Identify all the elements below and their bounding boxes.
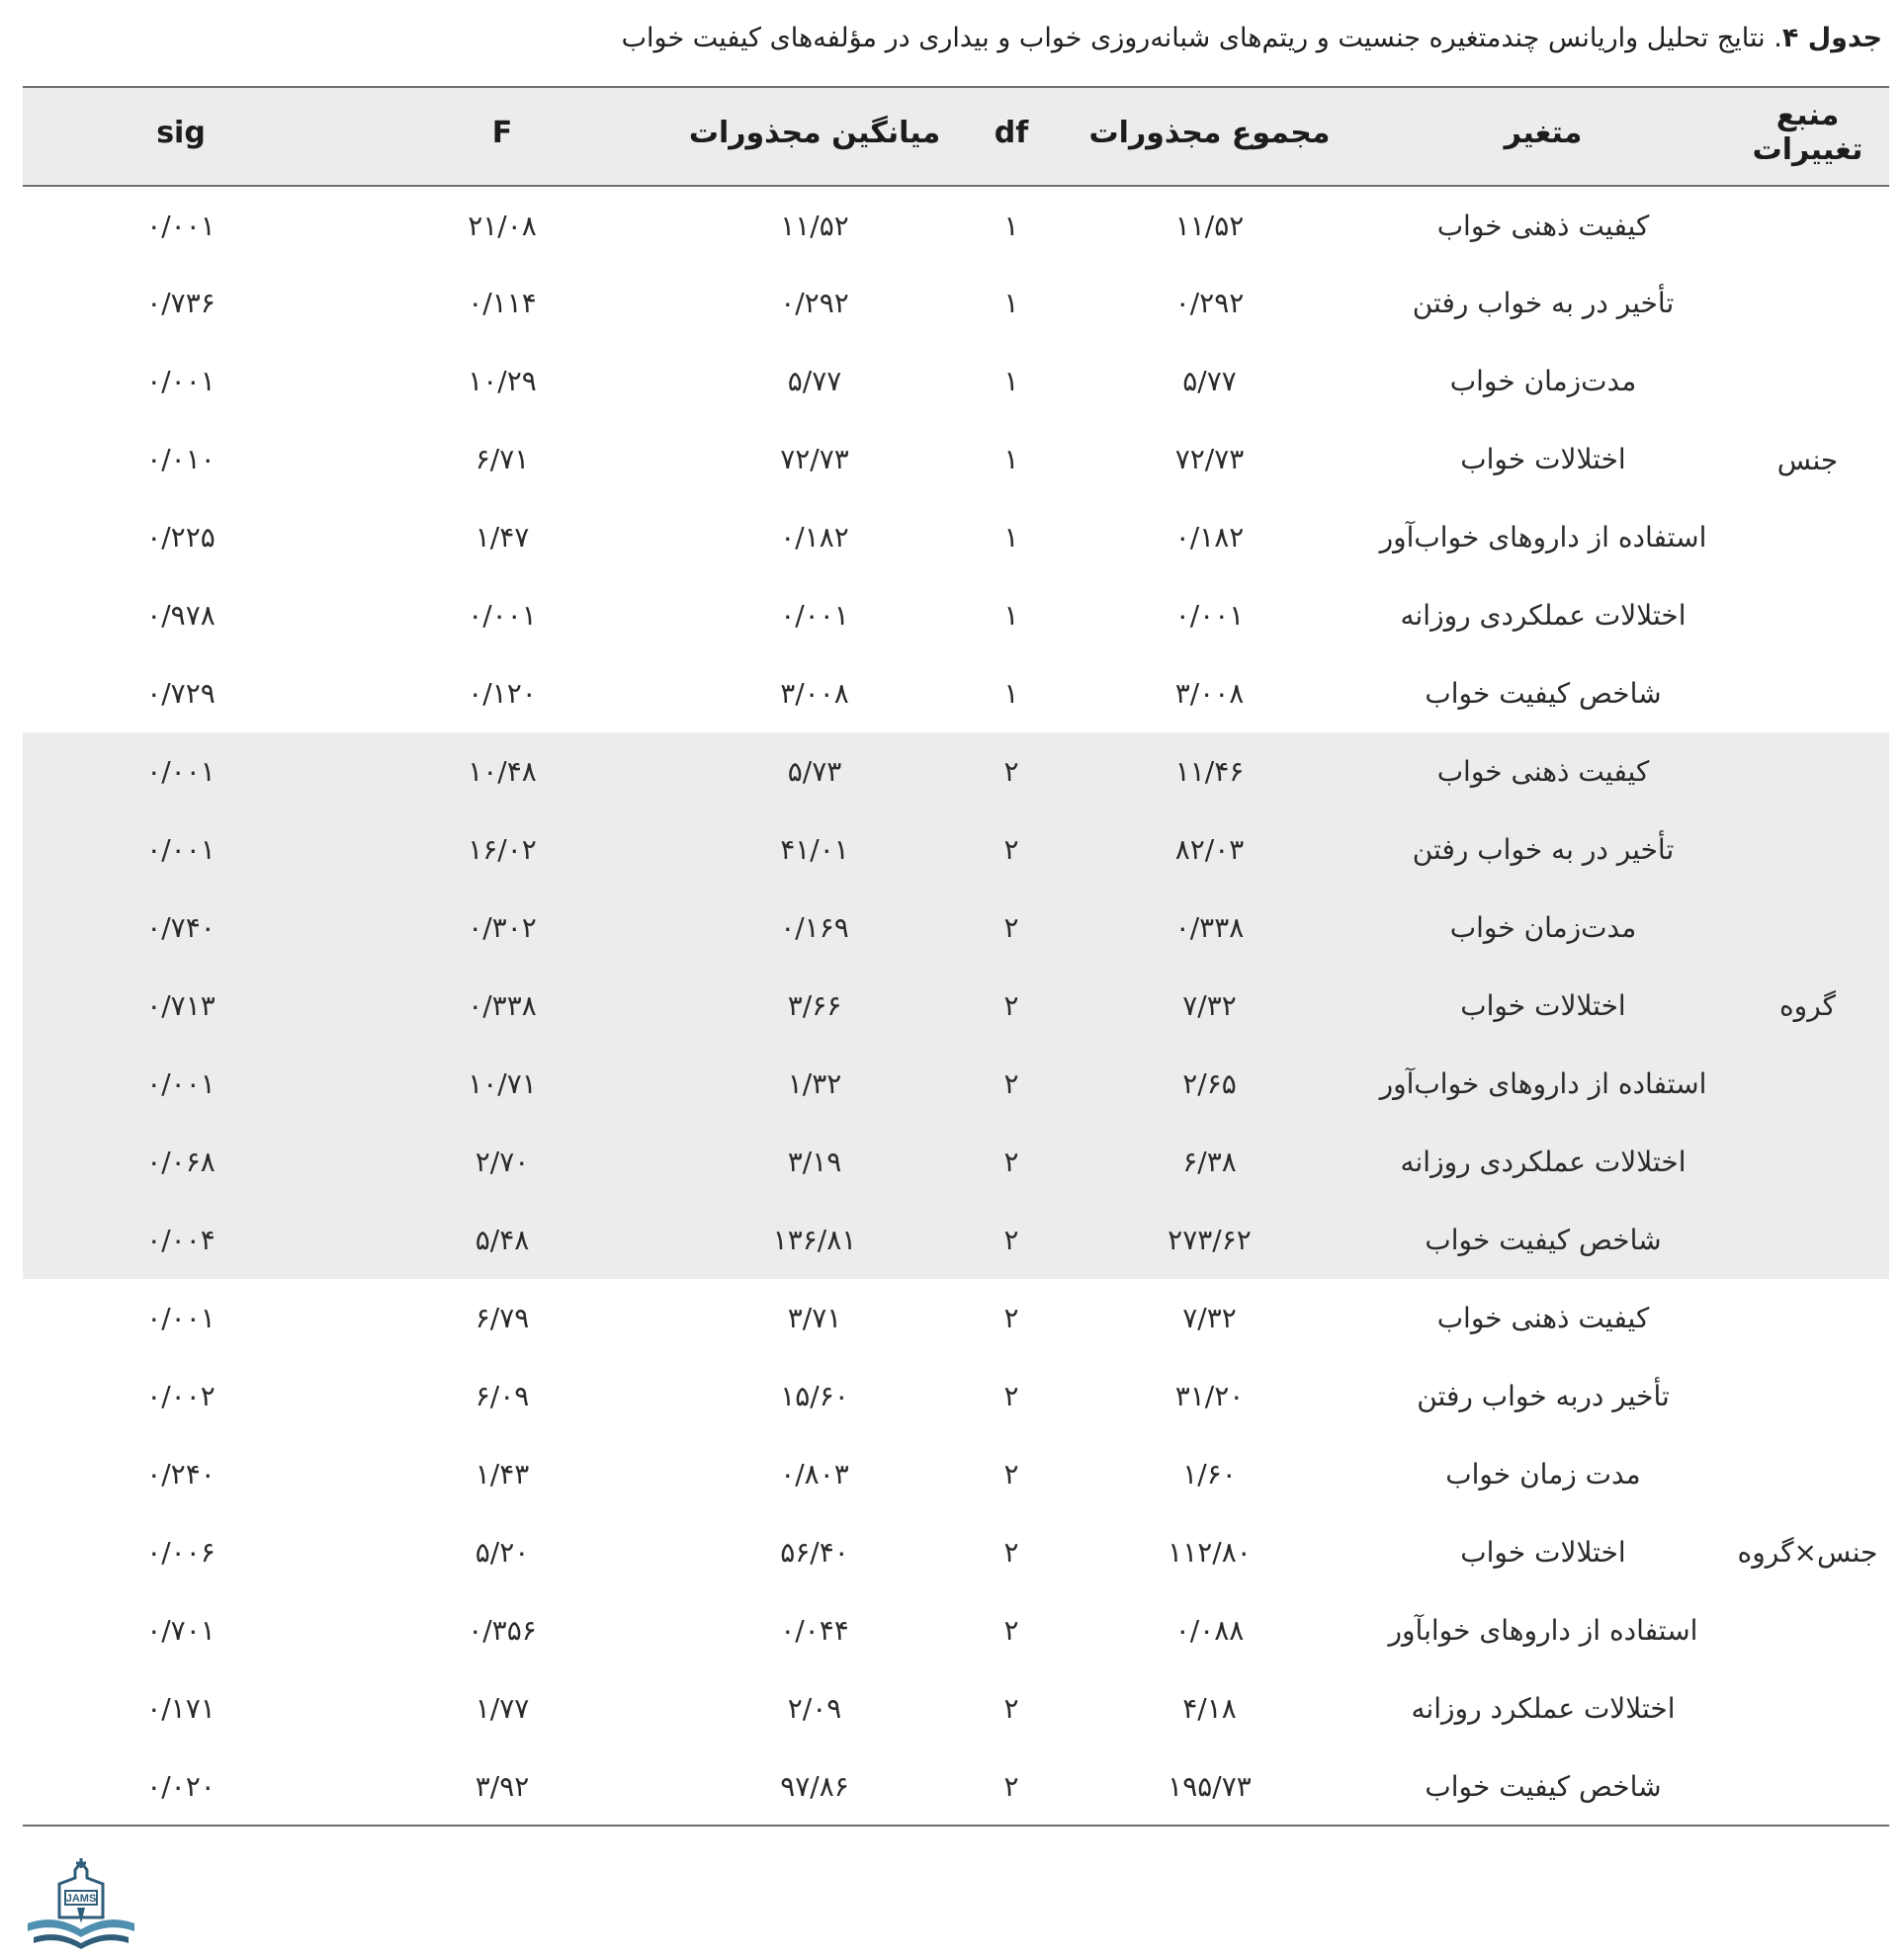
sig-cell: ۰/۰۱۰ bbox=[146, 443, 216, 475]
variable-cell: تأخیر دربه خواب رفتن bbox=[1417, 1380, 1670, 1412]
variable-cell: استفاده از داروهای خواب‌آور bbox=[1379, 1067, 1707, 1100]
sig-cell: ۰/۰۰۲ bbox=[146, 1380, 216, 1412]
sig-cell: ۰/۰۰۱ bbox=[146, 365, 216, 397]
table-row bbox=[23, 732, 1889, 810]
sig-cell: ۰/۷۴۰ bbox=[146, 911, 216, 944]
ms-cell: ۱/۳۲ bbox=[787, 1067, 842, 1100]
variable-cell: شاخص کیفیت خواب bbox=[1425, 677, 1662, 710]
header-mean-squares: میانگین مجذورات bbox=[688, 115, 941, 150]
table-row bbox=[23, 264, 1889, 342]
df-cell: ۱ bbox=[1003, 287, 1019, 319]
ms-cell: ۱۱/۵۲ bbox=[780, 209, 849, 242]
f-cell: ۱۰/۴۸ bbox=[468, 755, 537, 788]
table-header bbox=[23, 87, 1889, 186]
header-sum-squares: مجموع مجذورات bbox=[1088, 115, 1331, 150]
ms-cell: ۱۵/۶۰ bbox=[780, 1380, 849, 1412]
f-cell: ۱/۴۷ bbox=[475, 521, 530, 553]
table-row bbox=[23, 810, 1889, 889]
sig-cell: ۰/۷۳۶ bbox=[146, 287, 216, 319]
table-row bbox=[23, 186, 1889, 264]
df-cell: ۲ bbox=[1003, 1458, 1019, 1490]
ss-cell: ۰/۳۳۸ bbox=[1174, 911, 1245, 944]
f-cell: ۶/۷۹ bbox=[475, 1302, 530, 1334]
sig-cell: ۰/۲۲۵ bbox=[146, 521, 216, 553]
ms-cell: ۲/۰۹ bbox=[787, 1692, 842, 1725]
table-row bbox=[23, 1747, 1889, 1826]
table-row bbox=[23, 1279, 1889, 1357]
group-gender-by-group bbox=[23, 1279, 1889, 1826]
ss-cell: ۱/۶۰ bbox=[1182, 1458, 1237, 1490]
variable-cell: مدت‌زمان خواب bbox=[1449, 911, 1637, 944]
header-row bbox=[23, 87, 1889, 186]
ms-cell: ۳/۱۹ bbox=[787, 1146, 842, 1178]
ss-cell: ۰/۰۰۱ bbox=[1174, 599, 1245, 632]
ms-cell: ۵/۷۳ bbox=[787, 755, 842, 788]
table-row bbox=[23, 1513, 1889, 1591]
variable-cell: اختلالات خواب bbox=[1460, 1536, 1626, 1569]
table-row bbox=[23, 498, 1889, 576]
ms-cell: ۳/۷۱ bbox=[787, 1302, 842, 1334]
df-cell: ۲ bbox=[1003, 833, 1019, 866]
ss-cell: ۵/۷۷ bbox=[1182, 365, 1237, 397]
variable-cell: شاخص کیفیت خواب bbox=[1425, 1769, 1662, 1803]
anova-table bbox=[23, 86, 1889, 1827]
header-source: منبع تغییرات bbox=[1752, 98, 1863, 167]
table-row bbox=[23, 1669, 1889, 1747]
f-cell: ۰/۱۱۴ bbox=[468, 287, 537, 319]
df-cell: ۲ bbox=[1003, 989, 1019, 1022]
df-cell: ۱ bbox=[1003, 677, 1019, 710]
df-cell: ۲ bbox=[1003, 1769, 1019, 1803]
ms-cell: ۹۷/۸۶ bbox=[780, 1769, 849, 1803]
variable-cell: مدت زمان خواب bbox=[1445, 1458, 1641, 1490]
ss-cell: ۸۲/۰۳ bbox=[1174, 833, 1245, 866]
logo-text: JAMS bbox=[65, 1893, 97, 1905]
variable-cell: کیفیت ذهنی خواب bbox=[1436, 1302, 1650, 1334]
ss-cell: ۶/۳۸ bbox=[1182, 1146, 1237, 1178]
journal-crest-icon bbox=[20, 1858, 143, 1953]
group-group bbox=[23, 732, 1889, 1279]
ms-cell: ۰/۰۴۴ bbox=[780, 1614, 849, 1647]
caption-label: جدول ۴ bbox=[1781, 23, 1882, 53]
f-cell: ۱۰/۲۹ bbox=[468, 365, 537, 397]
table-row bbox=[23, 1123, 1889, 1201]
f-cell: ۰/۳۰۲ bbox=[468, 911, 537, 944]
df-cell: ۲ bbox=[1003, 1380, 1019, 1412]
f-cell: ۶/۰۹ bbox=[475, 1380, 530, 1412]
ss-cell: ۱۱/۵۲ bbox=[1174, 209, 1245, 242]
f-cell: ۱۶/۰۲ bbox=[468, 833, 537, 866]
source-cell: گروه bbox=[1779, 989, 1836, 1022]
sig-cell: ۰/۷۰۱ bbox=[146, 1614, 216, 1647]
table-row bbox=[23, 967, 1889, 1045]
f-cell: ۱/۷۷ bbox=[475, 1692, 530, 1725]
source-cell: جنس bbox=[1776, 443, 1839, 476]
ss-cell: ۲/۶۵ bbox=[1182, 1067, 1237, 1100]
logo-crest bbox=[28, 1858, 134, 1949]
f-cell: ۵/۴۸ bbox=[475, 1224, 530, 1256]
ms-cell: ۷۲/۷۳ bbox=[780, 443, 849, 475]
df-cell: ۲ bbox=[1003, 1614, 1019, 1647]
f-cell: ۱/۴۳ bbox=[475, 1458, 530, 1490]
table-row bbox=[23, 1357, 1889, 1435]
sig-cell: ۰/۰۰۴ bbox=[146, 1224, 216, 1256]
variable-cell: تأخیر در به خواب رفتن bbox=[1412, 287, 1675, 319]
logo-pen-nib bbox=[77, 1908, 85, 1923]
ms-cell: ۳/۶۶ bbox=[787, 989, 842, 1022]
variable-cell: اختلالات خواب bbox=[1460, 443, 1626, 475]
ss-cell: ۱۹۵/۷۳ bbox=[1168, 1769, 1252, 1803]
table-row bbox=[23, 1435, 1889, 1513]
table-row bbox=[23, 576, 1889, 654]
sig-cell: ۰/۰۶۸ bbox=[146, 1146, 216, 1178]
f-cell: ۵/۲۰ bbox=[475, 1536, 530, 1569]
df-cell: ۲ bbox=[1003, 1067, 1019, 1100]
variable-cell: کیفیت ذهنی خواب bbox=[1436, 209, 1650, 242]
sig-cell: ۰/۰۰۱ bbox=[146, 209, 216, 242]
sig-cell: ۰/۷۱۳ bbox=[146, 989, 216, 1022]
ms-cell: ۴۱/۰۱ bbox=[780, 833, 849, 866]
table-row bbox=[23, 1045, 1889, 1123]
variable-cell: کیفیت ذهنی خواب bbox=[1436, 755, 1650, 788]
df-cell: ۲ bbox=[1003, 1536, 1019, 1569]
f-cell: ۱۰/۷۱ bbox=[468, 1067, 537, 1100]
df-cell: ۱ bbox=[1003, 443, 1019, 475]
f-cell: ۳/۹۲ bbox=[475, 1769, 530, 1803]
ss-cell: ۳/۰۰۸ bbox=[1174, 677, 1245, 710]
table-row bbox=[23, 1201, 1889, 1279]
header-f: F bbox=[491, 115, 513, 150]
ss-cell: ۳۱/۲۰ bbox=[1174, 1380, 1245, 1412]
sig-cell: ۰/۷۲۹ bbox=[146, 677, 216, 710]
f-cell: ۲۱/۰۸ bbox=[468, 209, 537, 242]
ms-cell: ۰/۱۸۲ bbox=[780, 521, 849, 553]
sig-cell: ۰/۰۰۱ bbox=[146, 755, 216, 788]
table-row bbox=[23, 654, 1889, 732]
ss-cell: ۴/۱۸ bbox=[1182, 1692, 1237, 1725]
ms-cell: ۵/۷۷ bbox=[787, 365, 842, 397]
ms-cell: ۰/۱۶۹ bbox=[780, 911, 849, 944]
table-row bbox=[23, 420, 1889, 498]
df-cell: ۲ bbox=[1003, 1302, 1019, 1334]
anova-table-container bbox=[23, 86, 1889, 1827]
sig-cell: ۰/۲۴۰ bbox=[146, 1458, 216, 1490]
sig-cell: ۰/۰۲۰ bbox=[146, 1769, 216, 1803]
ss-cell: ۷/۳۲ bbox=[1182, 1302, 1237, 1334]
variable-cell: تأخیر در به خواب رفتن bbox=[1412, 833, 1675, 866]
sig-cell: ۰/۹۷۸ bbox=[146, 599, 216, 632]
ss-cell: ۷/۳۲ bbox=[1182, 989, 1237, 1022]
header-sig: sig bbox=[156, 115, 206, 150]
f-cell: ۰/۱۲۰ bbox=[468, 677, 537, 710]
df-cell: ۲ bbox=[1003, 911, 1019, 944]
table-row bbox=[23, 889, 1889, 967]
variable-cell: اختلالات عملکردی روزانه bbox=[1400, 1146, 1687, 1178]
variable-cell: اختلالات خواب bbox=[1460, 989, 1626, 1022]
f-cell: ۶/۷۱ bbox=[475, 443, 530, 475]
variable-cell: شاخص کیفیت خواب bbox=[1425, 1224, 1662, 1256]
sig-cell: ۰/۰۰۱ bbox=[146, 833, 216, 866]
ss-cell: ۰/۲۹۲ bbox=[1174, 287, 1245, 319]
f-cell: ۲/۷۰ bbox=[475, 1146, 530, 1178]
f-cell: ۰/۳۳۸ bbox=[468, 989, 537, 1022]
table-row bbox=[23, 342, 1889, 420]
f-cell: ۰/۳۵۶ bbox=[468, 1614, 537, 1647]
group-gender bbox=[23, 186, 1889, 732]
df-cell: ۲ bbox=[1003, 1224, 1019, 1256]
ss-cell: ۱۱۲/۸۰ bbox=[1168, 1536, 1252, 1569]
df-cell: ۲ bbox=[1003, 1146, 1019, 1178]
variable-cell: اختلالات عملکردی روزانه bbox=[1400, 599, 1687, 632]
caption-text: . نتایج تحلیل واریانس چندمتغیره جنسیت و ریتم‌های شبانه‌روزی خواب و بیداری در مؤلفه‌های کیفیت خواب bbox=[621, 23, 1782, 53]
ms-cell: ۰/۲۹۲ bbox=[780, 287, 849, 319]
sig-cell: ۰/۰۰۱ bbox=[146, 1302, 216, 1334]
df-cell: ۱ bbox=[1003, 365, 1019, 397]
ms-cell: ۳/۰۰۸ bbox=[780, 677, 849, 710]
ms-cell: ۰/۸۰۳ bbox=[780, 1458, 849, 1490]
header-df: df bbox=[994, 115, 1029, 150]
variable-cell: استفاده از داروهای خوابآور bbox=[1388, 1614, 1698, 1647]
ss-cell: ۰/۰۸۸ bbox=[1174, 1614, 1245, 1647]
f-cell: ۰/۰۰۱ bbox=[468, 599, 537, 632]
ms-cell: ۱۳۶/۸۱ bbox=[772, 1224, 857, 1256]
ss-cell: ۰/۱۸۲ bbox=[1174, 521, 1245, 553]
variable-cell: اختلالات عملکرد روزانه bbox=[1411, 1692, 1676, 1725]
ms-cell: ۵۶/۴۰ bbox=[780, 1536, 849, 1569]
header-variable: متغیر bbox=[1504, 115, 1583, 150]
ss-cell: ۲۷۳/۶۲ bbox=[1168, 1224, 1252, 1256]
df-cell: ۱ bbox=[1003, 599, 1019, 632]
ms-cell: ۰/۰۰۱ bbox=[780, 599, 849, 632]
df-cell: ۲ bbox=[1003, 1692, 1019, 1725]
table-row bbox=[23, 1591, 1889, 1669]
variable-cell: استفاده از داروهای خواب‌آور bbox=[1379, 521, 1707, 553]
source-cell: جنس×گروه bbox=[1737, 1535, 1878, 1569]
ss-cell: ۱۱/۴۶ bbox=[1174, 755, 1245, 788]
sig-cell: ۰/۱۷۱ bbox=[146, 1692, 216, 1725]
df-cell: ۱ bbox=[1003, 209, 1019, 242]
variable-cell: مدت‌زمان خواب bbox=[1449, 365, 1637, 397]
df-cell: ۲ bbox=[1003, 755, 1019, 788]
sig-cell: ۰/۰۰۶ bbox=[146, 1536, 216, 1569]
ss-cell: ۷۲/۷۳ bbox=[1174, 443, 1245, 475]
table-caption bbox=[22, 14, 1882, 63]
sig-cell: ۰/۰۰۱ bbox=[146, 1067, 216, 1100]
df-cell: ۱ bbox=[1003, 521, 1019, 553]
